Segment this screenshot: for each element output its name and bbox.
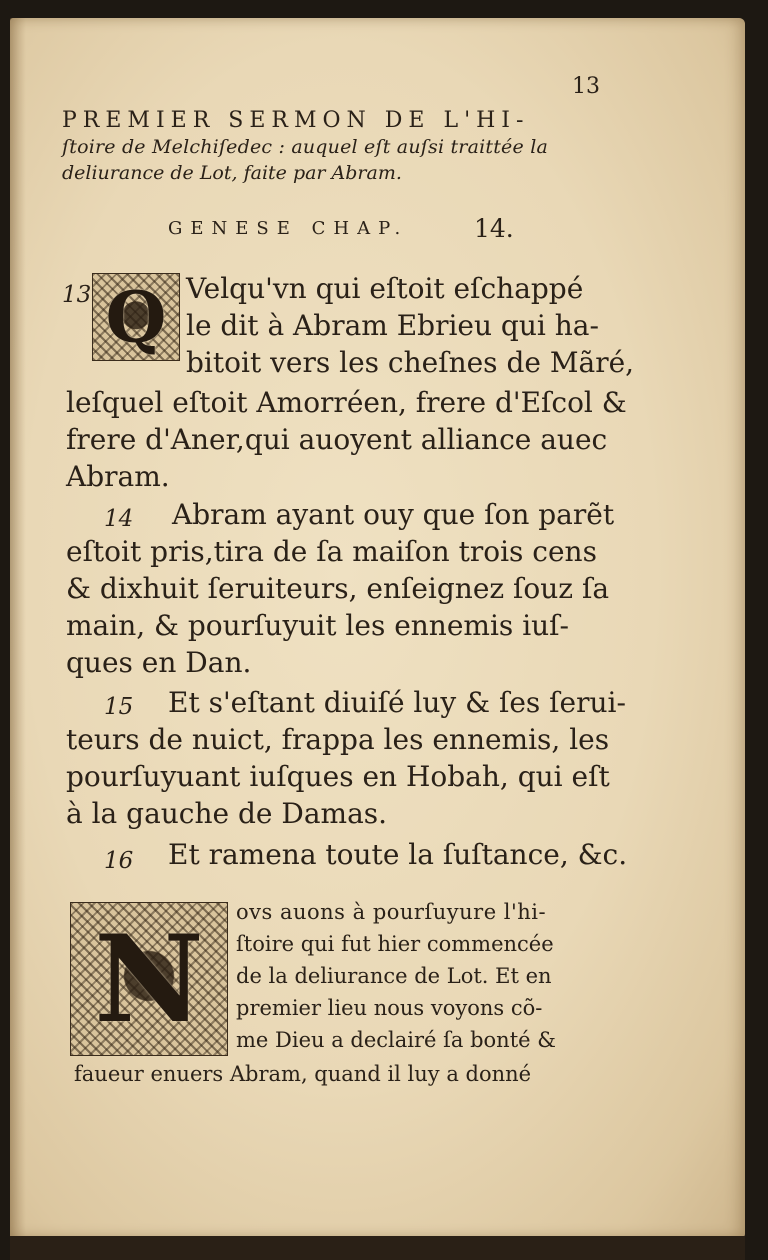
verse-number-14: 14	[104, 506, 134, 532]
page-number: 13	[572, 74, 600, 99]
verse-15-line-2: teurs de nuict, frappa les ennemis, les	[66, 723, 610, 756]
initial-letter: N	[94, 908, 204, 1050]
sermon-line-2: ſtoire qui fut hier commencée	[236, 932, 554, 956]
sermon-line-1: ovs auons à pourſuyure l'hi-	[236, 900, 547, 924]
verse-14-line-3: & dixhuit ſeruiteurs, enſeignez ſouz ſa	[66, 572, 610, 605]
verse-13-line-1: Velqu'vn qui eſtoit eſchappé	[186, 272, 584, 305]
sermon-line-6: faueur enuers Abram, quand il luy a donné	[74, 1062, 532, 1086]
decorated-initial-n	[70, 902, 228, 1056]
sermon-line-4: premier lieu nous voyons cõ-	[236, 996, 543, 1020]
running-title-line-1: PREMIER SERMON DE L'HI-	[62, 108, 530, 133]
sermon-line-3: de la deliurance de Lot. Et en	[236, 964, 552, 988]
page-bottom-edge	[10, 1236, 745, 1260]
verse-13-line-3: bitoit vers les cheſnes de Mãré,	[186, 346, 635, 379]
verse-15-line-4: à la gauche de Damas.	[66, 797, 388, 830]
verse-14-line-2: eſtoit pris,tira de ſa maiſon trois cens	[66, 535, 597, 568]
verse-number-15: 15	[104, 694, 134, 720]
running-title-line-3: deliurance de Lot, faite par Abram.	[62, 162, 402, 184]
sermon-line-5: me Dieu a declairé ſa bonté &	[236, 1028, 556, 1052]
verse-14-line-4: main, & pourſuyuit les ennemis iuſ-	[66, 609, 570, 642]
chapter-number: 14.	[474, 214, 514, 243]
verse-14-line-1: Abram ayant ouy que ſon parẽt	[172, 498, 615, 531]
verse-15-line-3: pourſuyuant iuſques en Hobah, qui eſt	[66, 760, 610, 793]
verse-number-16: 16	[104, 848, 134, 874]
chapter-heading: GENESE CHAP.	[168, 218, 409, 239]
verse-13-line-2: le dit à Abram Ebrieu qui ha-	[186, 309, 599, 342]
verse-16-line-1: Et ramena toute la ſuſtance, &c.	[168, 838, 628, 871]
verse-13-line-5: frere d'Aner,qui auoyent alliance auec	[66, 423, 608, 456]
verse-13-line-6: Abram.	[66, 460, 170, 493]
running-title-line-2: ſtoire de Melchiſedec : auquel eſt auſsi traittée la	[62, 136, 548, 158]
verse-number-13: 13	[62, 282, 92, 308]
page-gutter-shadow	[10, 18, 26, 1238]
initial-letter: Q	[105, 275, 167, 359]
decorated-initial-q	[92, 273, 180, 361]
verse-13-line-4: leſquel eſtoit Amorréen, frere d'Eſcol &	[66, 386, 627, 419]
verse-14-line-5: ques en Dan.	[66, 646, 252, 679]
verse-15-line-1: Et s'eſtant diuiſé luy & ſes ſerui-	[168, 686, 626, 719]
